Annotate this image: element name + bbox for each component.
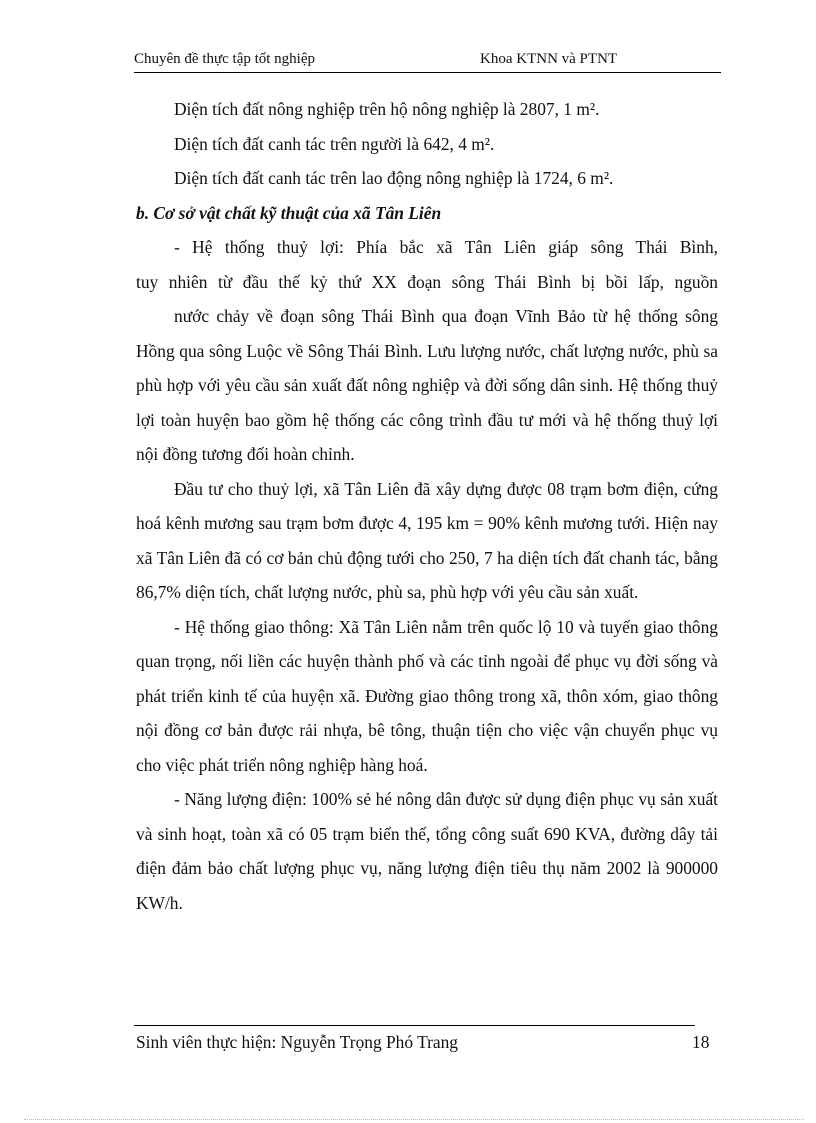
body-line-2: Diện tích đất canh tác trên người là 642, 4 m². (174, 133, 495, 154)
page-bottom-edge (24, 1119, 804, 1120)
document-body (136, 92, 718, 920)
paragraph-irrigation-continued: nước chảy về đoạn sông Thái Bình qua đoạn Vĩnh Bảo từ hệ thống sông Hồng qua sông Luộc về Sông Thái Bình. Lưu lượng nước, chất lượng nước, phù sa phù hợp với yêu cầu sản xuất đất nông nghiệp và đời sống dân sinh. Hệ thống thuỷ lợi toàn huyện bao gồm hệ thống các công trình đầu tư mới và hệ thống thuỷ lợi nội đồng tương đối hoàn chỉnh. (136, 306, 718, 464)
page-header (134, 48, 721, 73)
footer-divider (134, 1025, 695, 1026)
paragraph-transport: - Hệ thống giao thông: Xã Tân Liên nằm trên quốc lộ 10 và tuyến giao thông quan trọng, nối liền các huyện thành phố và các tỉnh ngoài để phục vụ đời sống và phát triển kinh tế của huyện xã. Đường giao thông trong xã, thôn xóm, giao thông nội đồng cơ bản được rải nhựa, bê tông, thuận tiện cho việc vận chuyển phục vụ cho việc phát triển nông nghiệp hàng hoá. (136, 616, 718, 775)
header-right-text: Khoa KTNN và PTNT (480, 51, 618, 67)
body-line-1: Diện tích đất nông nghiệp trên hộ nông nghiệp là 2807, 1 m². (174, 99, 600, 119)
body-line-3: Diện tích đất canh tác trên lao động nông nghiệp là 1724, 6 m². (174, 168, 614, 188)
paragraph-irrigation-investment: Đầu tư cho thuỷ lợi, xã Tân Liên đã xây dựng được 08 trạm bơm điện, cứng hoá kênh mương sau trạm bơm được 4, 195 km = 90% kênh mương tưới. Hiện nay xã Tân Liên đã có cơ bản chủ động tưới cho 250, 7 ha diện tích đất chanh tác, bằng 86,7% diện tích, chất lượng nước, phù sa, phù hợp với yêu cầu sản xuất. (136, 478, 718, 602)
paragraph-irrigation-line-1: - Hệ thống thuỷ lợi: Phía bắc xã Tân Liên giáp sông Thái Bình, (174, 237, 718, 257)
page-number: 18 (692, 1032, 710, 1052)
section-subheading: b. Cơ sở vật chất kỹ thuật của xã Tân Liên (136, 202, 442, 223)
header-left-text: Chuyên đề thực tập tốt nghiệp (134, 51, 316, 67)
footer-author: Sinh viên thực hiện: Nguyễn Trọng Phó Trang (136, 1032, 459, 1052)
paragraph-irrigation-line-2: tuy nhiên từ đầu thế kỷ thứ XX đoạn sông Thái Bình bị bồi lấp, nguồn (136, 271, 718, 292)
paragraph-electricity: - Năng lượng điện: 100% sẻ hé nông dân được sử dụng điện phục vụ sản xuất và sinh hoạt, toàn xã có 05 trạm biến thế, tổng công suất 690 KVA, đường dây tải điện đảm bảo chất lượng phục vụ, năng lượng điện tiêu thụ năm 2002 là 900000 KW/h. (136, 789, 718, 913)
